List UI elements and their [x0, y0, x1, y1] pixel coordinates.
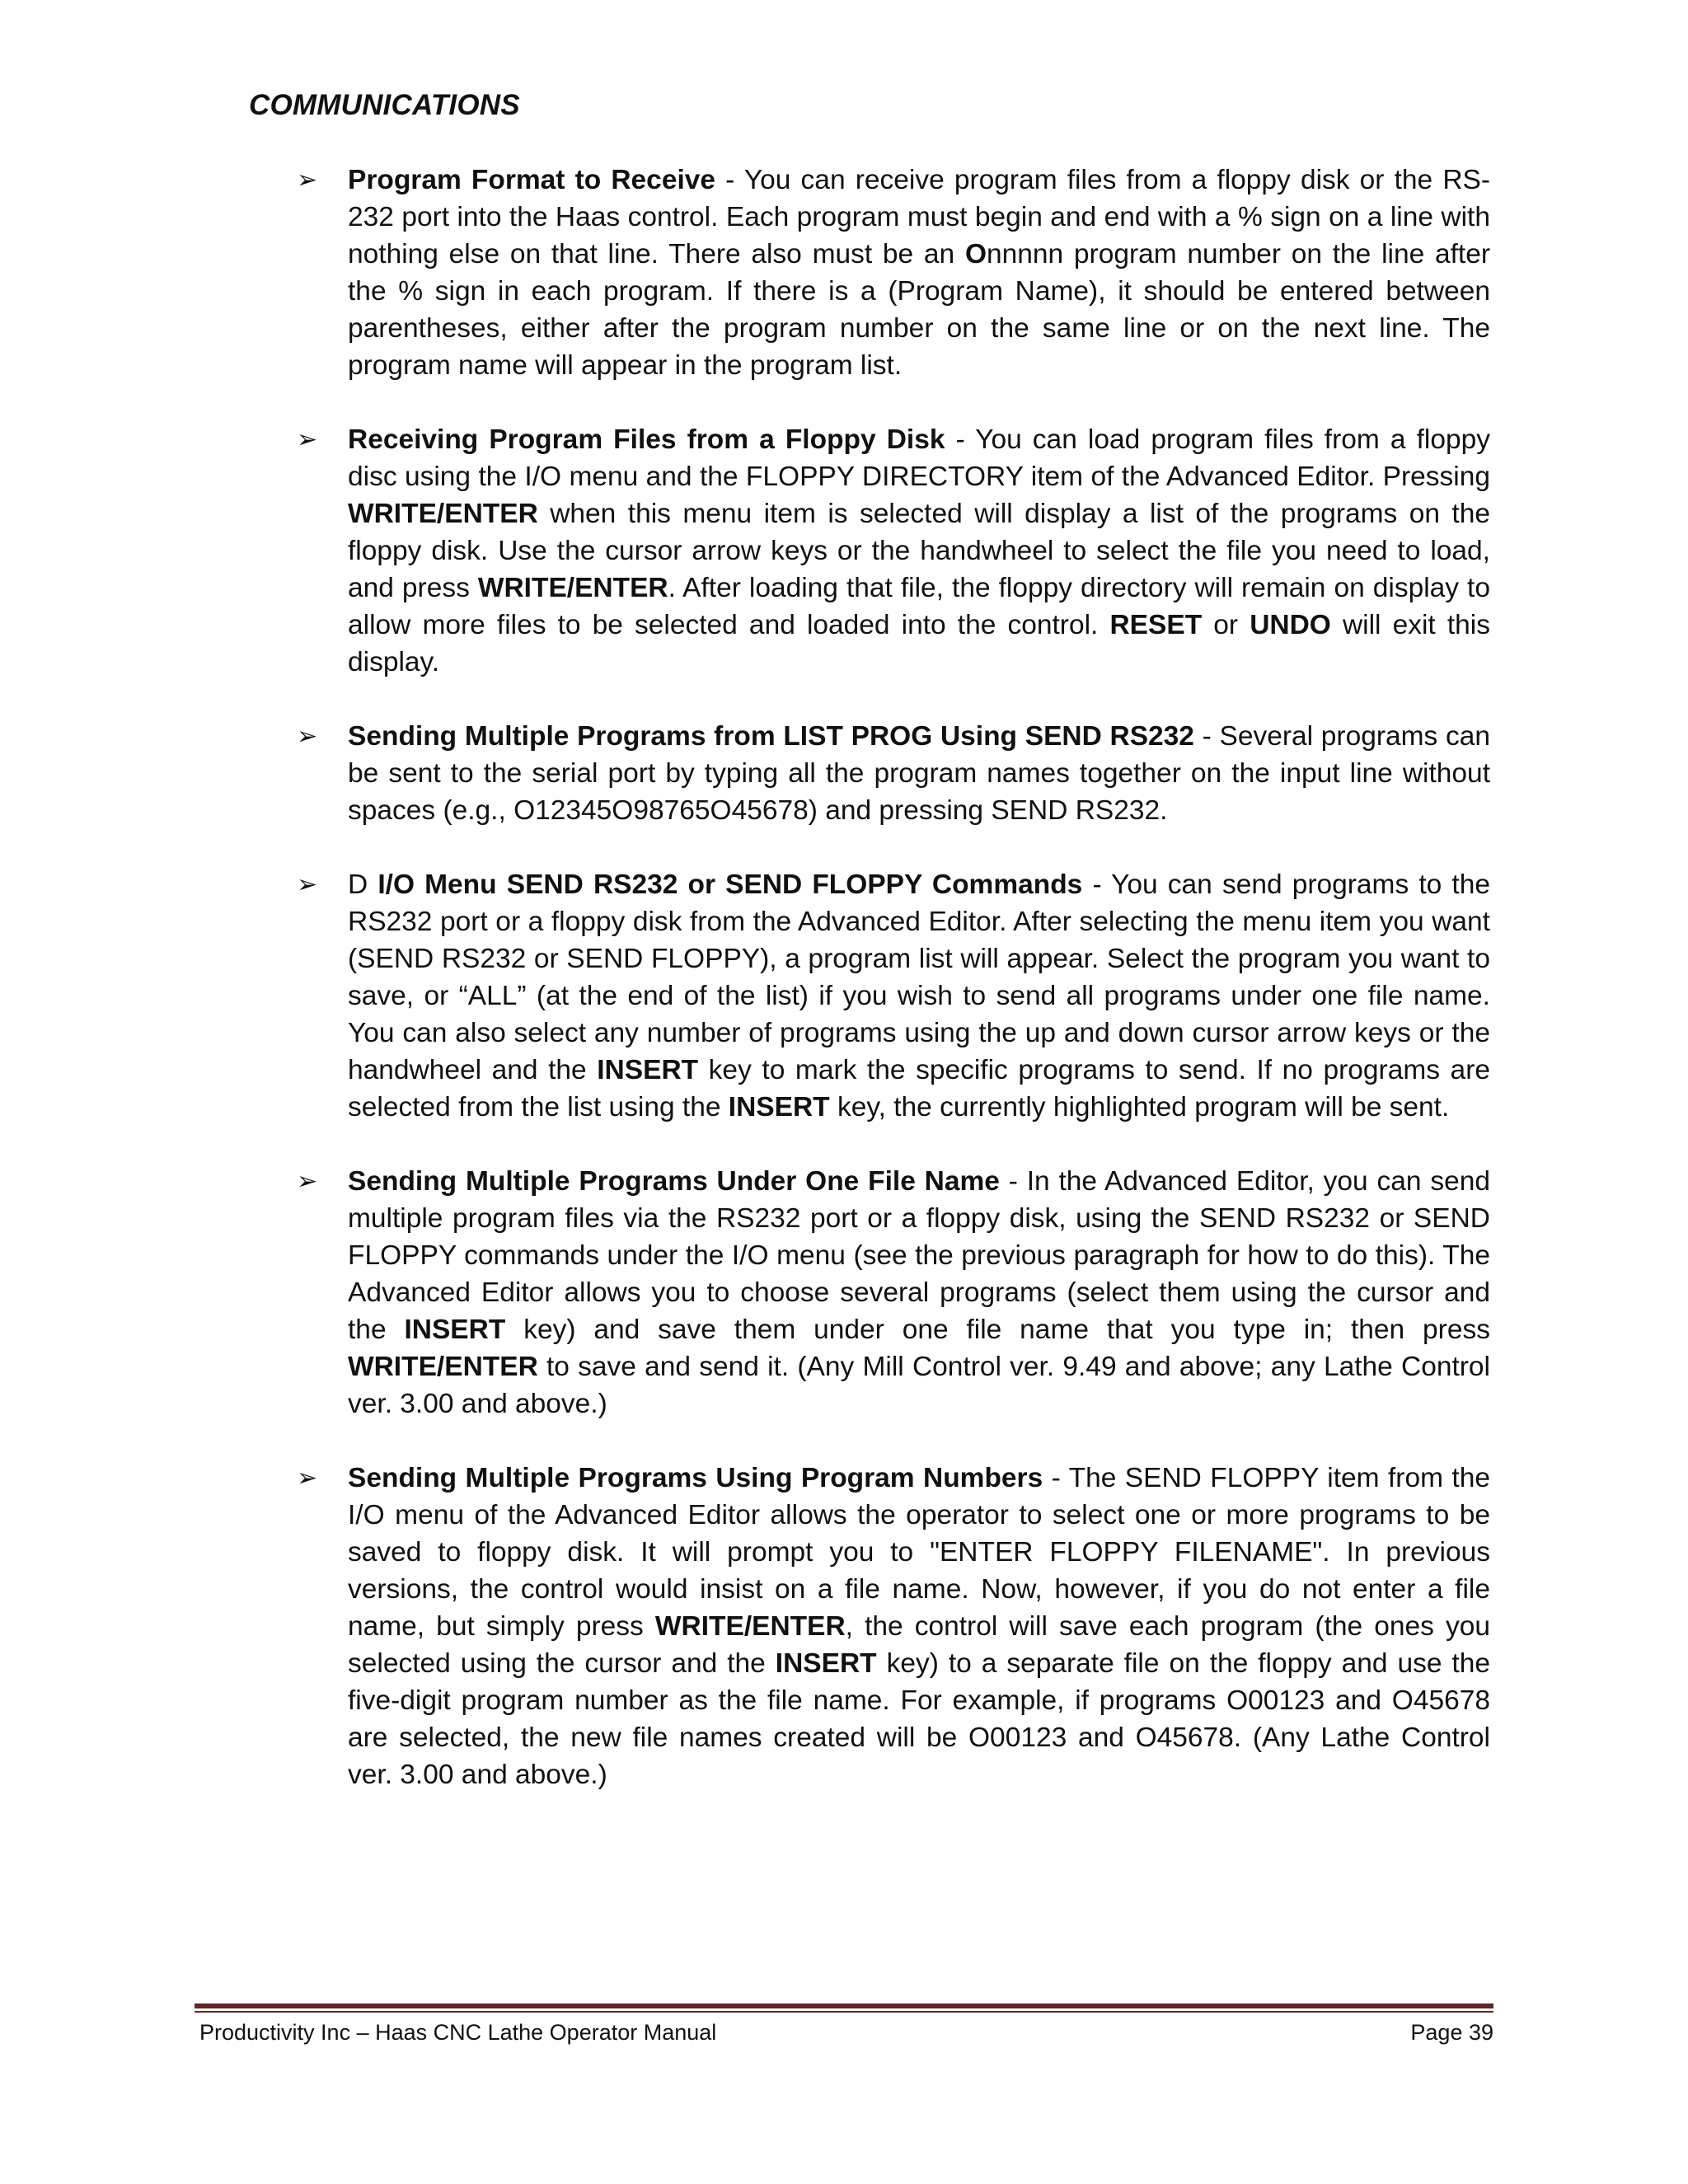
text-run: key) to a separate file on the floppy and use the five-digit program number as the file name. For example, if programs O00123 and O45678 are selected, the new file names created will be O00123 and O45678. (Any Lathe Control ver. 3.00 and above.)	[348, 1648, 1490, 1790]
bullet-text	[348, 1463, 1490, 1790]
arrow-bullet-icon: ➢	[297, 1168, 318, 1195]
bullet-list	[297, 162, 1490, 1830]
text-run: to save and send it. (Any Mill Control ver. 9.49 and above; any Lathe Control ver. 3.00 and above.)	[348, 1352, 1490, 1419]
text-run: - You can receive program files from a floppy disk or the RS-232 port into the Haas control. Each program must begin and end with a % sign on a line with nothing else on that line. There also must be an	[348, 165, 1491, 269]
text-run: - In the Advanced Editor, you can send multiple program files via the RS232 port or a floppy disk, using the SEND RS232 or SEND FLOPPY commands under the I/O menu (see the previous paragraph for how to do this). The Advanced Editor allows you to choose several programs (select them using the cursor and the	[348, 1166, 1490, 1345]
bold-term: Receiving Program Files from a Floppy Disk	[348, 424, 945, 455]
text-run: , the control will save each program (the ones you selected using the cursor and the	[348, 1611, 1490, 1679]
bold-term: UNDO	[1250, 610, 1331, 640]
arrow-bullet-icon: ➢	[297, 723, 318, 750]
text-run: - Several programs can be sent to the serial port by typing all the program names together on the input line without spaces (e.g., O12345O98765O45678) and pressing SEND RS232.	[348, 721, 1490, 826]
bullet-text	[348, 1166, 1490, 1419]
bold-term: Program Format to Receive	[348, 165, 716, 195]
footer-manual-title: Productivity Inc – Haas CNC Lathe Operator Manual	[199, 2020, 717, 2045]
text-run: - The SEND FLOPPY item from the I/O menu of the Advanced Editor allows the operator to select one or more programs to be saved to floppy disk. It will prompt you to "ENTER FLOPPY FILENAME". In previous versions, the control would insist on a file name. Now, however, if you do not enter a file name, but simply press	[348, 1463, 1491, 1642]
bold-term: Sending Multiple Programs Under One File Name	[348, 1166, 1000, 1197]
text-run: key, the currently highlighted program will be sent.	[829, 1092, 1450, 1122]
text-run: key to mark the specific programs to send. If no programs are selected from the list using the	[348, 1055, 1490, 1122]
footer-rule-thin	[195, 2011, 1493, 2013]
bold-term: O	[964, 239, 987, 269]
bold-term: INSERT	[404, 1315, 506, 1345]
bold-term: RESET	[1109, 610, 1203, 640]
text-run: - You can load program files from a floppy disc using the I/O menu and the FLOPPY DIRECTORY item of the Advanced Editor. Pressing	[348, 424, 1490, 492]
text-run: or	[1202, 610, 1250, 640]
arrow-bullet-icon: ➢	[297, 426, 318, 453]
bold-term: I/O Menu SEND RS232 or SEND FLOPPY Commands	[377, 869, 1083, 900]
footer-rule	[195, 2004, 1493, 2008]
text-run: when this menu item is selected will display a list of the programs on the floppy disk. Use the cursor arrow keys or the handwheel to select the file you need to load, and press	[348, 499, 1490, 603]
bullet-item-receiving-floppy	[297, 421, 1490, 681]
bold-term: Sending Multiple Programs Using Program Numbers	[348, 1463, 1043, 1493]
bullet-item-sending-list-prog	[297, 718, 1490, 829]
bullet-item-program-numbers	[297, 1460, 1490, 1793]
page-heading: COMMUNICATIONS	[249, 89, 520, 121]
text-run: nnnnn program number on the line after the % sign in each program. If there is a (Program Name), it should be entered between parentheses, either after the program number on the same line or on the next line. The program name will appear in the program list.	[348, 239, 1490, 381]
bold-term: INSERT	[728, 1092, 830, 1122]
bullet-item-io-menu-send	[297, 866, 1490, 1126]
text-run: . After loading that file, the floppy directory will remain on display to allow more files to be selected and loaded into the control.	[348, 573, 1490, 640]
text-run: key) and save them under one file name that you type in; then press	[505, 1315, 1490, 1345]
bullet-text	[348, 424, 1490, 677]
arrow-bullet-icon: ➢	[297, 871, 318, 898]
bullet-item-one-file-name	[297, 1163, 1490, 1422]
bold-term: WRITE/ENTER	[654, 1611, 846, 1642]
bullet-text	[348, 721, 1490, 826]
bullet-text	[348, 165, 1490, 381]
bullet-item-program-format	[297, 162, 1490, 384]
bold-term: WRITE/ENTER	[348, 1352, 538, 1382]
text-run: - You can send programs to the RS232 port or a floppy disk from the Advanced Editor. After selecting the menu item you want (SEND RS232 or SEND FLOPPY), a program list will appear. Select the program you want to save, or “ALL” (at the end of the list) if you wish to send all programs under one file name. You can also select any number of programs using the up and down cursor arrow keys or the handwheel and the	[348, 869, 1490, 1085]
bold-term: Sending Multiple Programs from LIST PROG Using SEND RS232	[348, 721, 1194, 752]
bullet-text	[348, 869, 1490, 1122]
bold-term: WRITE/ENTER	[348, 499, 538, 529]
bold-term: INSERT	[597, 1055, 699, 1085]
text-run: D	[348, 869, 378, 900]
bold-term: INSERT	[775, 1648, 877, 1679]
bold-term: WRITE/ENTER	[477, 573, 668, 603]
footer-page-number: Page 39	[1410, 2020, 1493, 2045]
arrow-bullet-icon: ➢	[297, 166, 318, 194]
text-run: will exit this display.	[348, 610, 1490, 677]
arrow-bullet-icon: ➢	[297, 1465, 318, 1492]
